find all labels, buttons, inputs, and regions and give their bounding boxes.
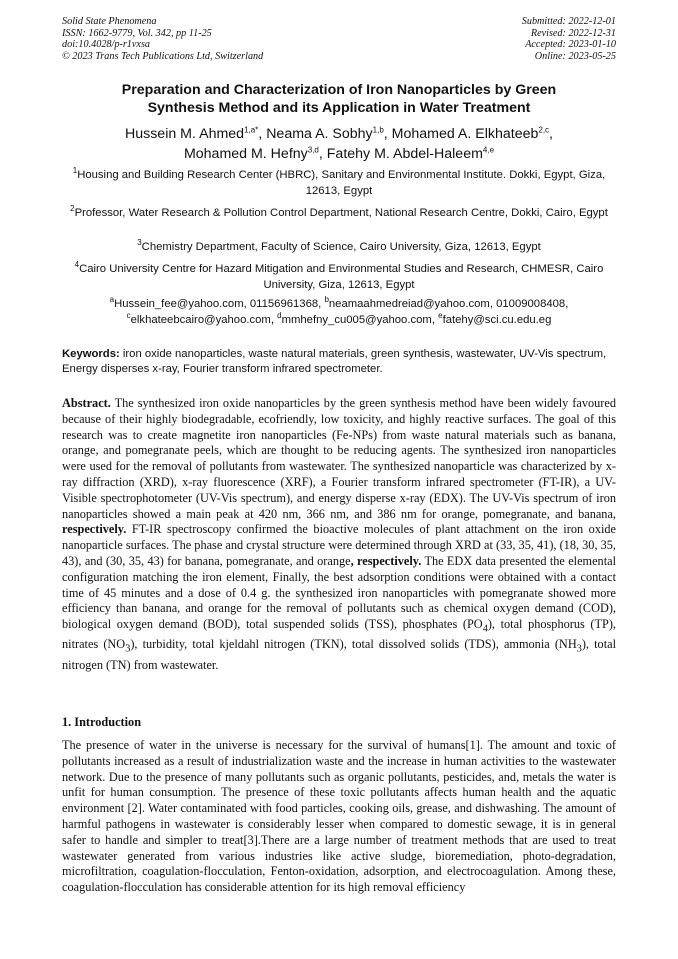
title-line-1: Preparation and Characterization of Iron Nanoparticles by Green	[121, 82, 557, 98]
abstract	[62, 396, 616, 673]
email-c: elkhateebcairo@yahoo.com,	[130, 313, 278, 326]
abstract-text: The synthesized iron oxide nanoparticles by the green synthesis method have been widely favoured because of their highly biodegradable, ecofriendly, low toxicity, and highly reactive surfaces. The goal of this research was to create magnetite iron nanoparticles (Fe-NPs) from waste natural materials such as banana, orange, and pomegranate peels, which are thought to be reducing agents. The synthesized iron nanoparticles were used for the removal of pollutants from wastewater. The synthesized nanoparticle was characterized by x-ray diffraction (XRD), x-ray fluorescence (XRF), a Fourier transform infrared spectrometer (FT-IR), a UV-Visible spectrophotometer (UV-Vis spectrum), and energy disperse x-ray (EDX). The UV-Vis spectrum of iron nanoparticles showed a main peak at 420 nm, 366 nm, and 386 nm for orange, pomegranate, and banana,	[62, 396, 616, 521]
author-affiliation-mark: 1,b	[372, 125, 384, 135]
doi: doi:10.4028/p-r1vxsa	[62, 39, 150, 51]
author-name: Neama A. Sobhy	[266, 126, 373, 142]
abstract-text: The EDX data presented the elemental configuration matching the iron element, Finally, the best adsorption conditions were obtained with a contact time of 45 minutes and a dose of 0.4 g. the synthesized iron nanoparticles with pomegranate showed more efficiency than banana, and orange for the removal of pollutants such as chemical oxygen demand (COD), biological oxygen demand (BOD), total suspended solids (TSS), phosphates (PO	[62, 553, 616, 632]
author-list: Hussein M. Ahmed$^{1,a*}$, Neama A. Sobhy$^{1,b}$, Mohamed A. Elkhateeb$^{2,c}$, Mohamed M. Hefny$^{3,d}$, Fatehy M. Abdel-Haleem$^{4,e}$	[124, 125, 553, 162]
abstract-emphasis: , respectively.	[350, 553, 422, 568]
section-heading: 1. Introduction	[62, 715, 142, 729]
author-affiliation-mark: 4,e	[482, 144, 495, 154]
affiliation-text: Cairo University Centre for Hazard Mitigation and Environmental Studies and Research, CHMESR, Cairo University, Giza, 12613, Egypt	[79, 263, 604, 291]
abstract-text: ), turbidity, total kjeldahl nitrogen (TKN), total dissolved solids (TDS), ammonia (NH	[130, 637, 577, 652]
paper-title	[62, 82, 616, 117]
journal-name: Solid State Phenomena	[62, 16, 157, 27]
author-name: Mohamed A. Elkhateeb	[391, 126, 539, 142]
subscript: 3	[576, 643, 582, 655]
affiliation	[62, 206, 616, 222]
abstract-label: Abstract.	[62, 396, 111, 410]
affiliation	[62, 168, 616, 199]
title-line-2: Synthesis Method and its Application in Water Treatment	[147, 99, 531, 116]
abstract-text: ), total phosphorus (TP), nitrates (NO	[62, 617, 616, 652]
online-date: Online: 2023-05-25	[534, 50, 616, 62]
affiliation	[62, 240, 616, 256]
introduction-text: The presence of water in the universe is necessary for the survival of humans[1]. The amount and toxic of pollutants increased as a result of industrialization waste and the increase in human activities to the wastewater network. Due to the presence of many pollutants such as organic pollutants, pesticides, and, metals the water is unfit for human consumption. The presence of these toxic pollutants affects human health and the aquatic environment [2]. Water contaminated with food particles, cooking oils, grease, and dishwashing. The amount of harmful pathogens in wastewater is considerably lesser when compared to domestic sewage, it is in general safer to handle and simpler to treat[3].There are a large number of treatment methods that are used to treat wastewater generated from various industries like active sludge, bioremediation, photo-degradation, microfiltration, coagulation-flocculation, Fenton-oxidation, adsorption, and electrocoagulation. Among these, coagulation-flocculation has considerable attention for its high removal efficiency	[62, 738, 616, 895]
keywords	[62, 347, 616, 377]
author-affiliation-mark: 3,d	[307, 144, 319, 154]
author-affiliation-mark: 2,c	[538, 125, 550, 135]
email-d: mmhefny_cu005@yahoo.com,	[281, 313, 439, 326]
accepted-date: Accepted: 2023-01-10	[525, 39, 616, 51]
affiliation-number: 3	[137, 238, 142, 248]
abstract-emphasis: respectively.	[62, 522, 127, 537]
affiliation-number: 4	[74, 260, 80, 270]
author-name: Mohamed M. Hefny	[183, 145, 308, 162]
author-name: Hussein M. Ahmed	[124, 126, 245, 142]
copyright: © 2023 Trans Tech Publications Ltd, Switzerland	[62, 50, 264, 62]
affiliation-text: Professor, Water Research & Pollution Control Department, National Research Centre, Dokki, Cairo, Egypt	[74, 207, 608, 219]
email-a: Hussein_fee@yahoo.com, 01156961368,	[114, 298, 325, 310]
revised-date: Revised: 2022-12-31	[530, 27, 616, 39]
subscript: 4	[482, 623, 488, 635]
affiliation-number: 2	[70, 204, 75, 214]
affiliation-number: 1	[72, 166, 78, 176]
email-b: neamaahmedreiad@yahoo.com, 01009008408,	[328, 298, 569, 310]
journal-info	[62, 16, 263, 62]
affiliation-text: Chemistry Department, Faculty of Science, Cairo University, Giza, 12613, Egypt	[141, 241, 541, 253]
publication-dates	[522, 16, 616, 62]
subscript: 3	[125, 643, 131, 655]
abstract-text: ), total nitrogen (TN) from wastewater.	[62, 637, 616, 672]
keywords-label: Keywords:	[62, 348, 120, 360]
keywords-text: iron oxide nanoparticles, waste natural materials, green synthesis, wastewater, UV-Vis spectrum, Energy disperses x-ray, Fourier transform infrared spectrometer.	[62, 348, 607, 375]
author-emails: $^a$Hussein_fee@yahoo.com, 01156961368, $^b$neamaahmedreiad@yahoo.com, 01009008408, $^c$elkhateebcairo@yahoo.com, $^d$mmhefny_cu005@yahoo.com, $^e$fatehy@sci.cu.edu.eg	[109, 295, 569, 326]
affiliation	[62, 262, 616, 293]
affiliation-text: Housing and Building Research Center (HBRC), Sanitary and Environmental Institute. Dokki, Egypt, Giza, 12613, Egypt	[77, 169, 606, 197]
submitted-date: Submitted: 2022-12-01	[521, 16, 616, 27]
author-affiliation-mark: 1,a*	[244, 125, 259, 135]
issn: ISSN: 1662-9779, Vol. 342, pp 11-25	[62, 27, 212, 39]
author-name: Fatehy M. Abdel-Haleem	[326, 145, 483, 162]
email-e: fatehy@sci.cu.edu.eg	[442, 313, 552, 326]
abstract-text: FT-IR spectroscopy confirmed the bioactive molecules of plant attachment on the iron oxide nanoparticle surfaces. The phase and crystal structure were determined through XRD at (33, 35, 41), (18, 30, 35, 43), and (30, 35, 43) for banana, pomegranate, and orange	[62, 522, 616, 568]
